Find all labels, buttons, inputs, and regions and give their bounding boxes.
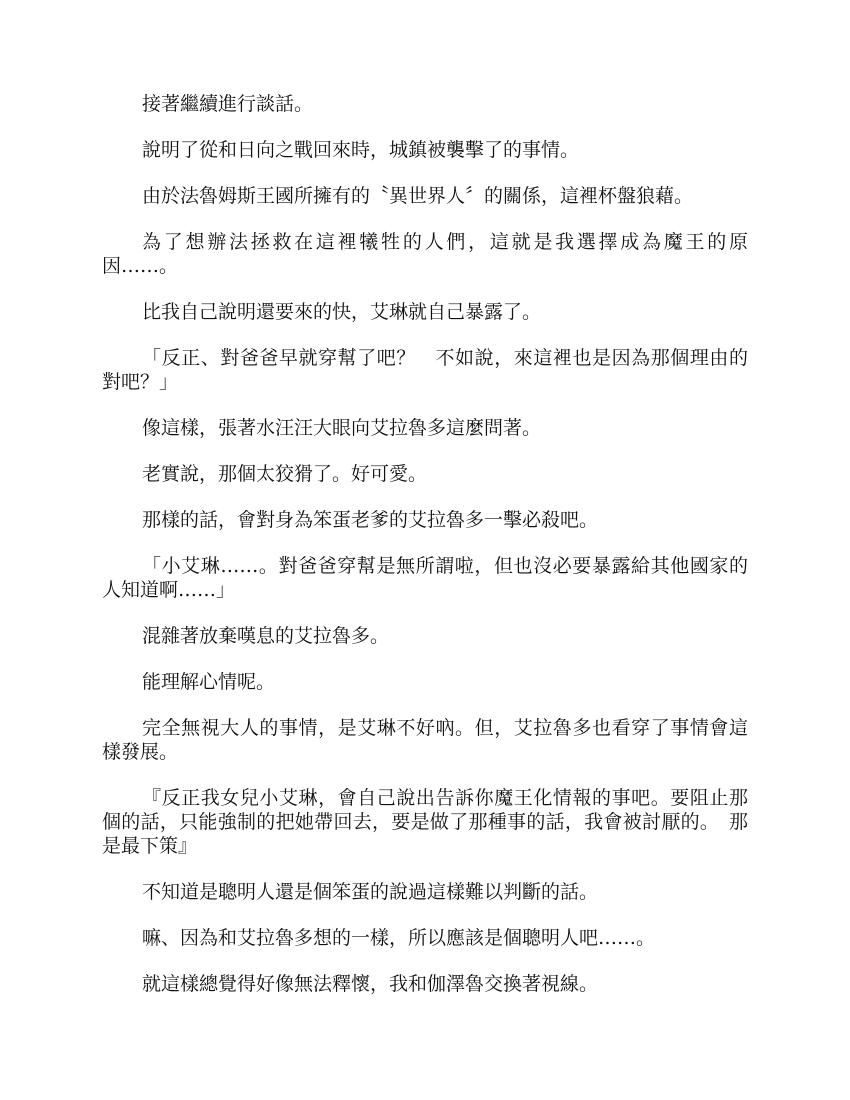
paragraph: 就這樣總覺得好像無法釋懷，我和伽澤魯交換著視線。 — [142, 973, 599, 995]
paragraph: 為了想辦法拯救在這裡犧牲的人們，這就是我選擇成為魔王的原因……。 — [102, 231, 748, 277]
paragraph: 完全無視大人的事情，是艾琳不好吶。但，艾拉魯多也看穿了事情會這樣發展。 — [102, 717, 748, 763]
paragraph: 那樣的話，會對身為笨蛋老爹的艾拉魯多一擊必殺吧。 — [142, 509, 599, 531]
paragraph: 由於法魯姆斯王國所擁有的〝異世界人〞的關係，這裡杯盤狼藉。 — [142, 185, 694, 207]
paragraph: 『反正我女兒小艾琳，會自己說出告訴你魔王化情報的事吧。要阻止那個的話，只能強制的把她帶回去，要是做了那種事的話，我會被討厭的。 那是最下策』 — [102, 787, 748, 857]
paragraph: 說明了從和日向之戰回來時，城鎮被襲擊了的事情。 — [142, 139, 580, 161]
paragraph: 老實說，那個太狡猾了。好可愛。 — [142, 463, 428, 485]
paragraph: 混雜著放棄嘆息的艾拉魯多。 — [142, 625, 390, 647]
paragraph: 像這樣，張著水汪汪大眼向艾拉魯多這麼問著。 — [142, 417, 542, 439]
paragraph: 接著繼續進行談話。 — [142, 93, 314, 115]
paragraph: 「小艾琳……。對爸爸穿幫是無所謂啦，但也沒必要暴露給其他國家的人知道啊……」 — [102, 555, 748, 601]
paragraph: 不知道是聰明人還是個笨蛋的說過這樣難以判斷的話。 — [142, 881, 599, 903]
paragraph: 能理解心情呢。 — [142, 671, 276, 693]
paragraph: 嘛、因為和艾拉魯多想的一樣，所以應該是個聰明人吧……。 — [142, 927, 656, 949]
paragraph: 比我自己說明還要來的快，艾琳就自己暴露了。 — [142, 301, 542, 323]
paragraph: 「反正、對爸爸早就穿幫了吧？ 不如說，來這裡也是因為那個理由的對吧？」 — [102, 347, 748, 393]
